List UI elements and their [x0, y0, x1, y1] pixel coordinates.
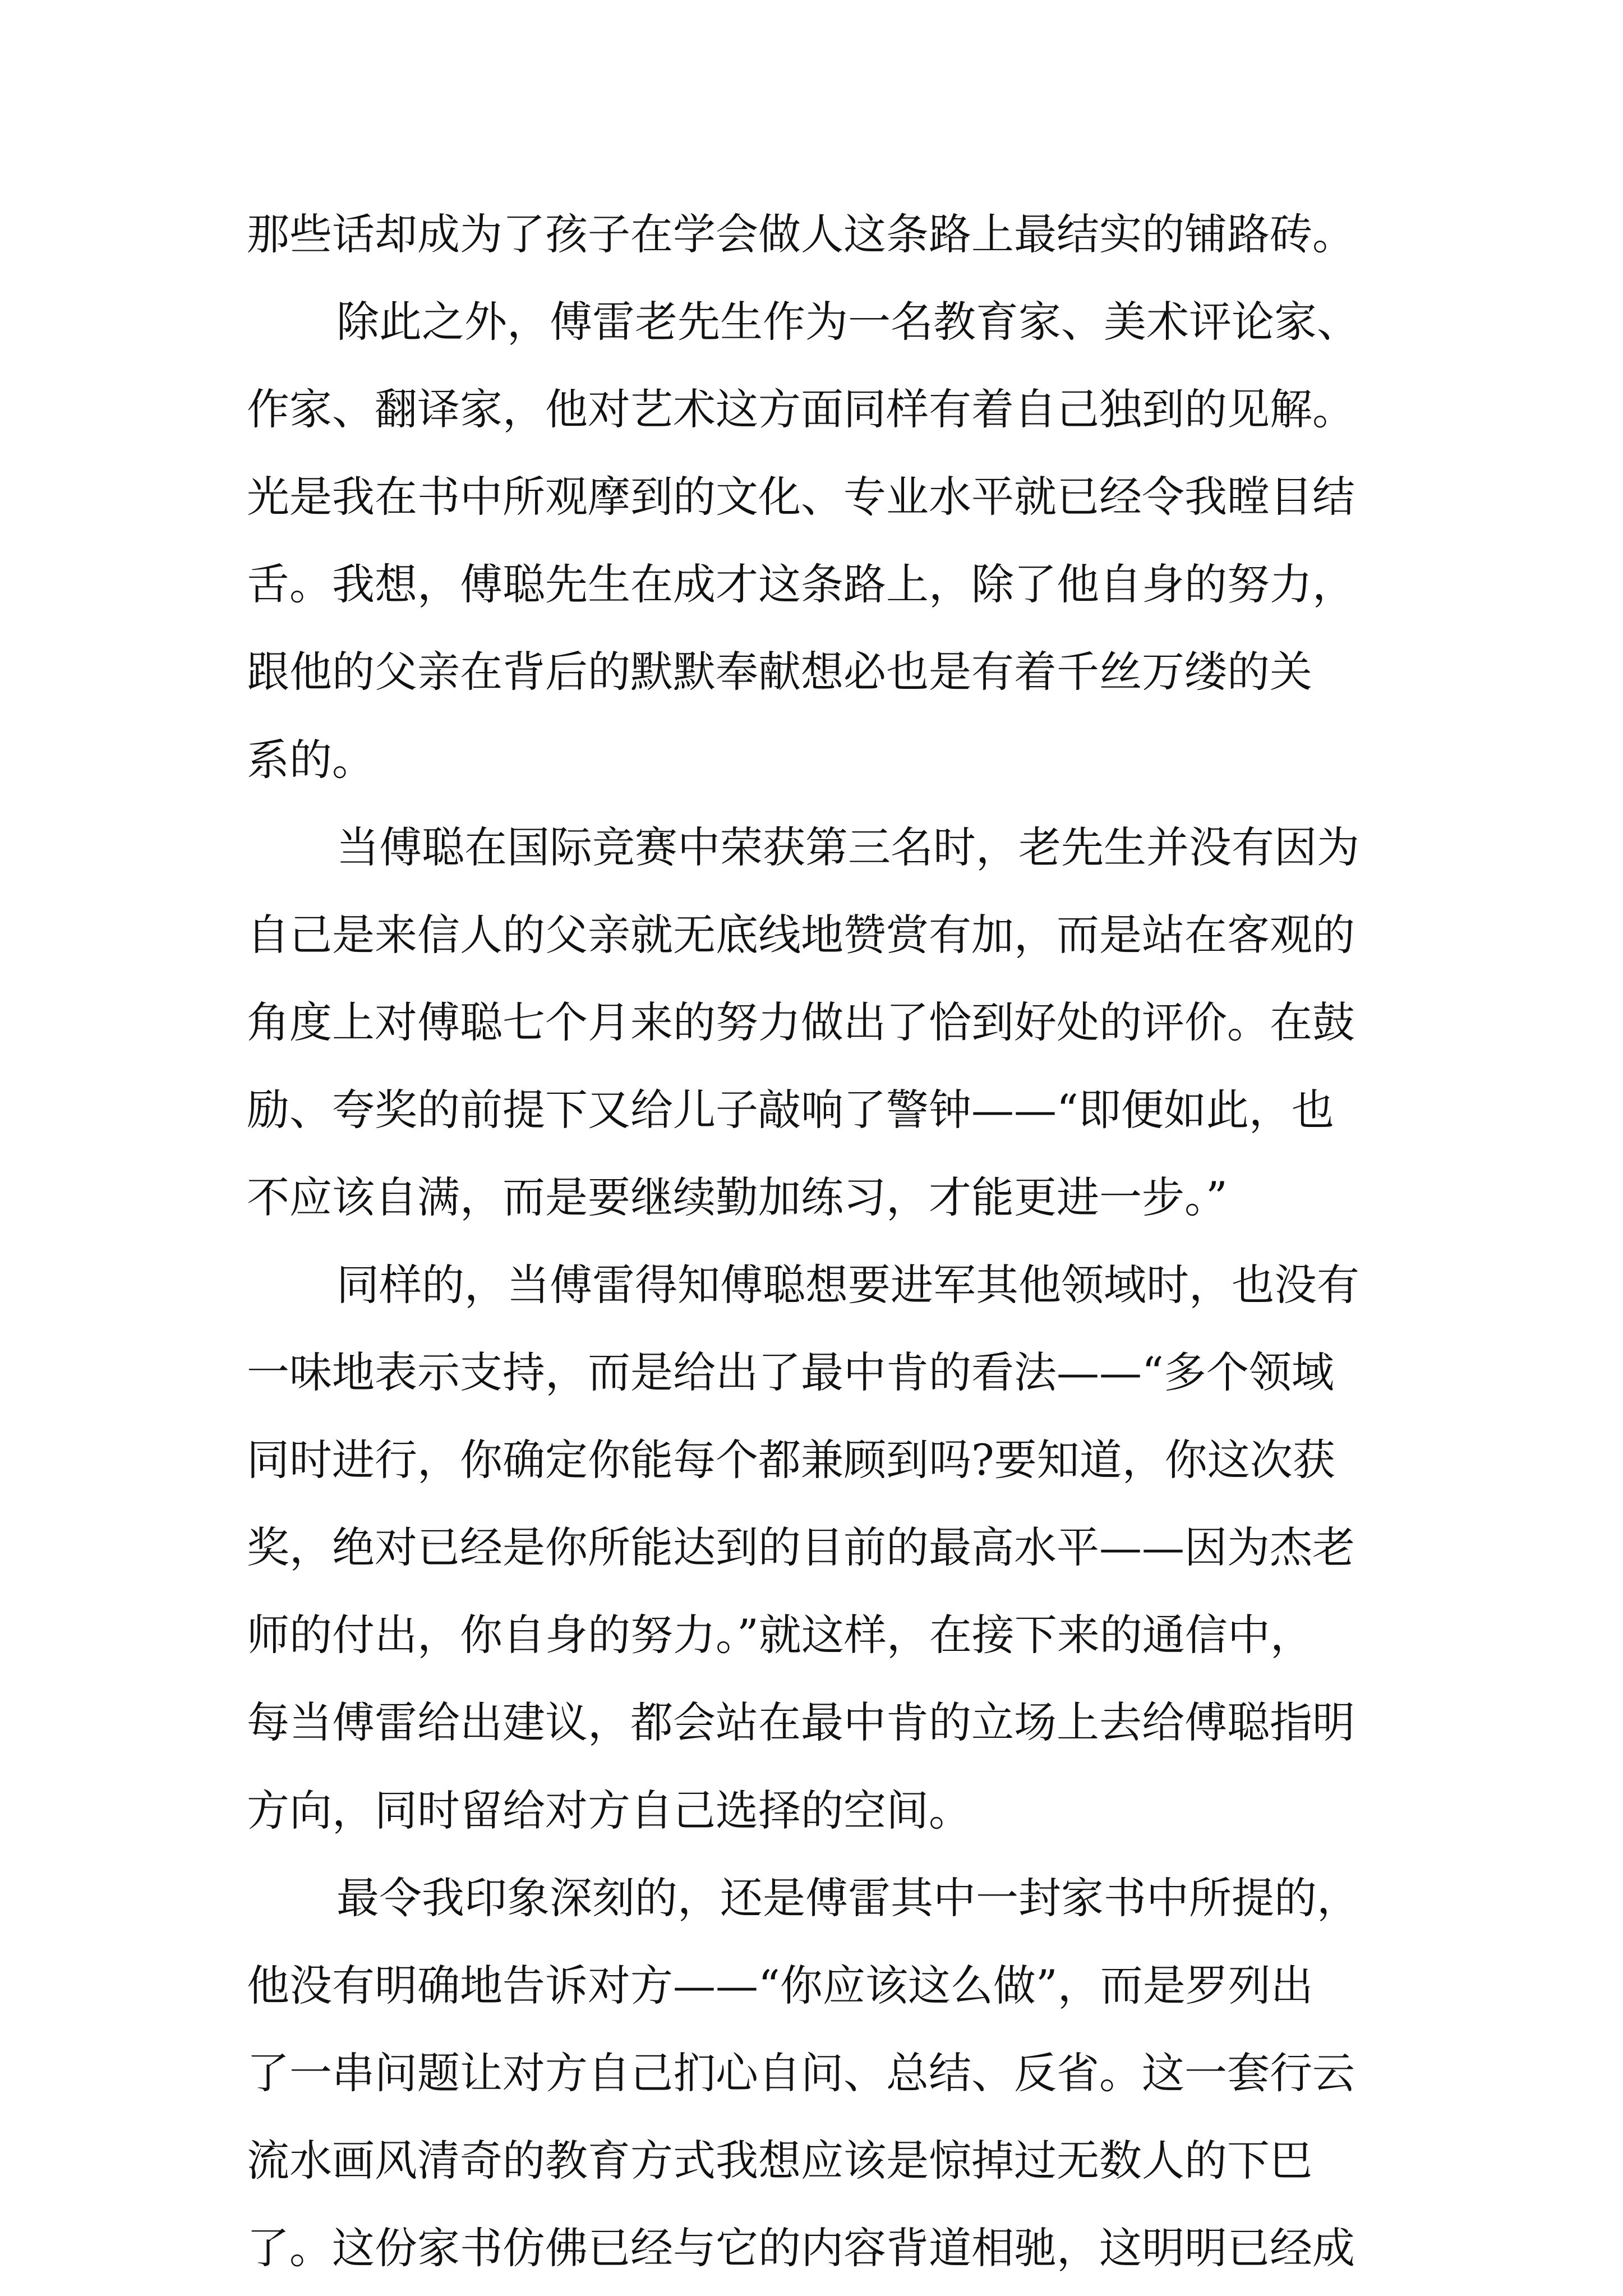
text-line-5: 舌。我想，傅聪先生在成才这条路上，除了他自身的努力， [247, 559, 1355, 609]
text-line-22: 了一串问题让对方自己扪心自问、总结、反省。这一套行云 [247, 2048, 1355, 2098]
text-line-18: 每当傅雷给出建议，都会站在最中肯的立场上去给傅聪指明 [247, 1697, 1355, 1747]
text-line-2: 除此之外，傅雷老先生作为一名教育家、美术评论家、 [336, 297, 1359, 347]
text-line-3: 作家、翻译家，他对艺术这方面同样有着自己独到的见解。 [247, 384, 1355, 434]
text-line-16: 奖，绝对已经是你所能达到的目前的最高水平——因为杰老 [247, 1522, 1355, 1572]
text-line-15: 同时进行，你确定你能每个都兼顾到吗?要知道，你这次获 [247, 1435, 1335, 1485]
text-line-7: 系的。 [247, 735, 375, 785]
text-line-24: 了。这份家书仿佛已经与它的内容背道相驰，这明明已经成 [247, 2223, 1355, 2273]
text-line-12: 不应该自满，而是要继续勤加练习，才能更进一步。” [247, 1172, 1228, 1222]
text-line-9: 自己是来信人的父亲就无底线地赞赏有加，而是站在客观的 [247, 910, 1355, 960]
text-line-1: 那些话却成为了孩子在学会做人这条路上最结实的铺路砖。 [247, 209, 1355, 259]
text-line-10: 角度上对傅聪七个月来的努力做出了恰到好处的评价。在鼓 [247, 997, 1355, 1047]
text-line-21: 他没有明确地告诉对方——“你应该这么做”，而是罗列出 [247, 1961, 1313, 2010]
text-line-17: 师的付出，你自身的努力。”就这样，在接下来的通信中， [247, 1610, 1313, 1660]
text-line-4: 光是我在书中所观摩到的文化、专业水平就已经令我瞠目结 [247, 472, 1355, 522]
text-line-19: 方向，同时留给对方自己选择的空间。 [247, 1786, 971, 1835]
text-line-23: 流水画风清奇的教育方式我想应该是惊掉过无数人的下巴 [247, 2136, 1312, 2185]
text-line-11: 励、夸奖的前提下又给儿子敲响了警钟——“即便如此，也 [247, 1085, 1334, 1135]
text-line-20: 最令我印象深刻的，还是傅雷其中一封家书中所提的， [336, 1873, 1359, 1923]
text-line-13: 同样的，当傅雷得知傅聪想要进军其他领域时，也没有 [336, 1260, 1359, 1310]
text-line-8: 当傅聪在国际竞赛中荣获第三名时，老先生并没有因为 [336, 822, 1359, 872]
text-line-14: 一味地表示支持，而是给出了最中肯的看法——“多个领域 [247, 1347, 1334, 1397]
text-line-6: 跟他的父亲在背后的默默奉献想必也是有着千丝万缕的关 [247, 647, 1312, 697]
